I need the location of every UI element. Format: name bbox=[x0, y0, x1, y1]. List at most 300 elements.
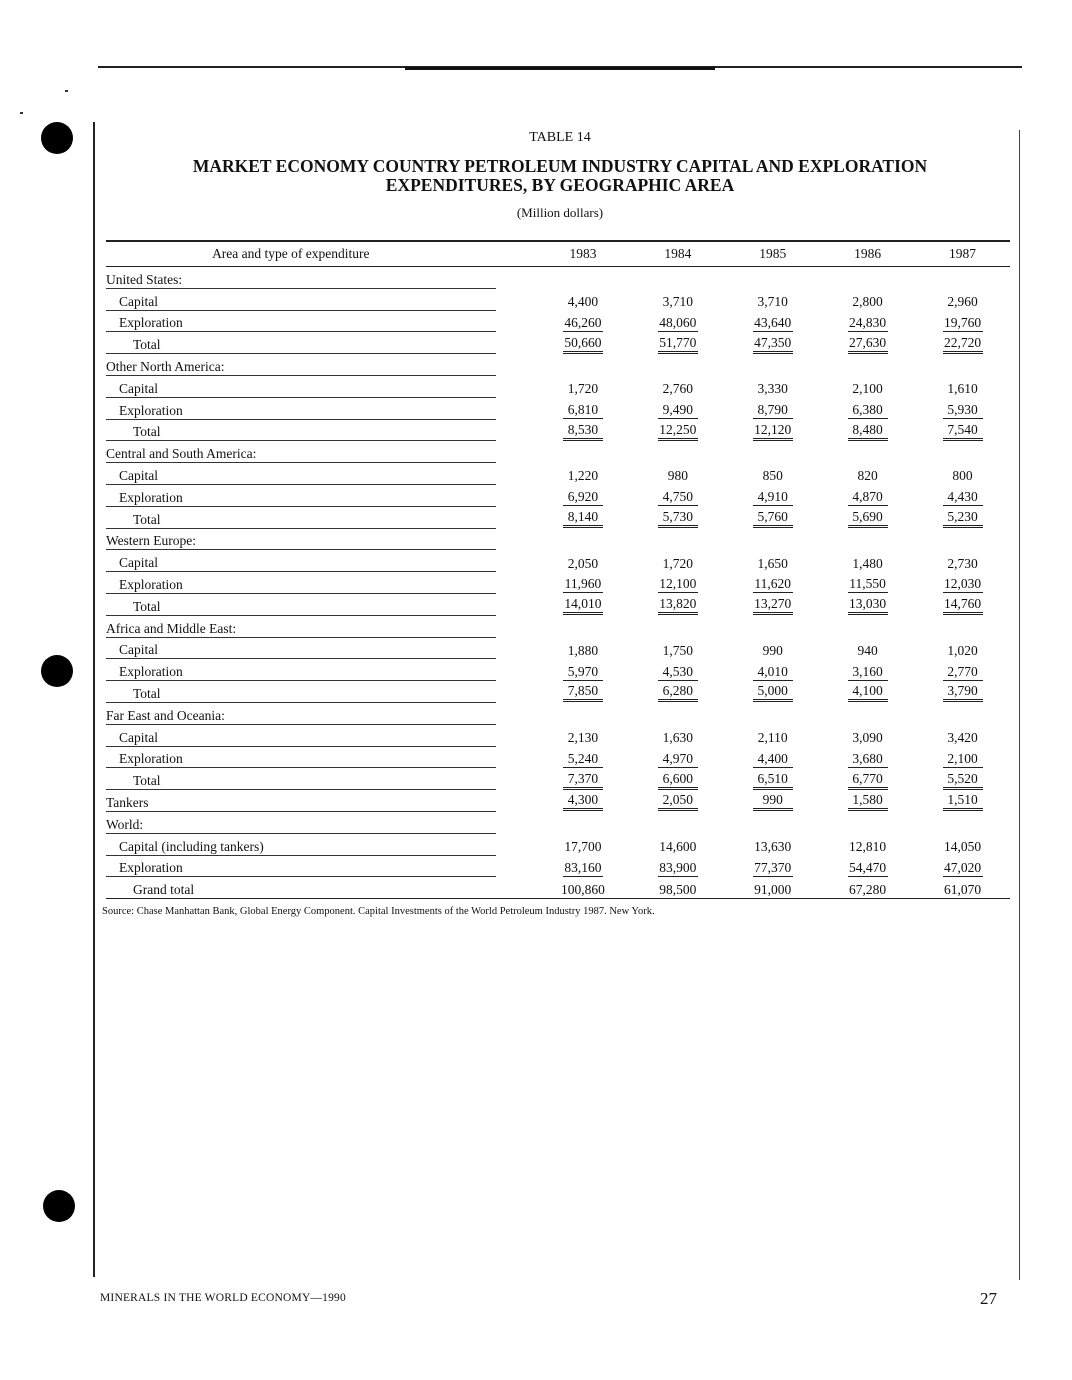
cell-value: 11,960 bbox=[564, 576, 602, 592]
value-cell bbox=[820, 615, 915, 637]
gap-cell bbox=[496, 528, 536, 550]
value-cell bbox=[535, 572, 630, 594]
row-label: United States: bbox=[106, 267, 496, 289]
cell-value: 1,580 bbox=[848, 792, 888, 811]
cell-value: 46,260 bbox=[564, 314, 602, 330]
value-cell bbox=[535, 790, 630, 812]
value-cell bbox=[725, 354, 820, 376]
row-label: Capital bbox=[106, 724, 496, 746]
value-cell bbox=[725, 593, 820, 615]
gap-cell bbox=[496, 310, 536, 332]
value-cell bbox=[630, 681, 725, 703]
cell-value: 5,930 bbox=[943, 402, 983, 419]
value-cell bbox=[725, 572, 820, 594]
column-header-year: 1986 bbox=[820, 241, 915, 267]
cell-value: 8,530 bbox=[563, 422, 603, 441]
cell-value: 4,530 bbox=[658, 664, 698, 681]
section-row bbox=[106, 615, 1010, 637]
table-row bbox=[106, 637, 1010, 659]
row-label: Exploration bbox=[106, 855, 496, 877]
value-cell bbox=[535, 528, 630, 550]
cell-value: 9,490 bbox=[658, 402, 698, 419]
value-cell bbox=[630, 506, 725, 528]
page-number: 27 bbox=[980, 1289, 997, 1308]
gap-cell bbox=[496, 637, 536, 659]
cell-value: 1,720 bbox=[567, 381, 599, 397]
value-cell bbox=[630, 267, 725, 289]
table-row bbox=[106, 746, 1010, 768]
cell-value: 19,760 bbox=[943, 314, 982, 330]
table-title-line-2: EXPENDITURES, BY GEOGRAPHIC AREA bbox=[385, 175, 735, 195]
cell-value: 5,240 bbox=[563, 751, 603, 768]
source-note: Source: Chase Manhattan Bank, Global Energy Component. Capital Investments of the World Petroleum Industry 1987. New York. bbox=[102, 906, 655, 917]
cell-value: 24,830 bbox=[849, 314, 887, 330]
value-cell bbox=[535, 267, 630, 289]
value-cell bbox=[725, 855, 820, 877]
value-cell bbox=[820, 441, 915, 463]
cell-value: 2,130 bbox=[567, 730, 599, 746]
cell-value: 4,750 bbox=[658, 489, 698, 506]
value-cell bbox=[915, 354, 1010, 376]
value-cell bbox=[725, 659, 820, 681]
value-cell bbox=[630, 790, 725, 812]
cell-value: 5,000 bbox=[753, 683, 793, 702]
cell-value: 43,640 bbox=[754, 314, 792, 330]
table-body bbox=[106, 267, 1010, 899]
value-cell bbox=[725, 332, 820, 354]
row-label: Exploration bbox=[106, 397, 496, 419]
value-cell bbox=[630, 702, 725, 724]
value-cell bbox=[915, 528, 1010, 550]
value-cell bbox=[820, 354, 915, 376]
value-cell bbox=[915, 833, 1010, 855]
gap-cell bbox=[496, 288, 536, 310]
cell-value: 13,820 bbox=[658, 596, 698, 615]
cell-value: 13,030 bbox=[848, 596, 888, 615]
table-row bbox=[106, 506, 1010, 528]
value-cell bbox=[630, 550, 725, 572]
table-row bbox=[106, 397, 1010, 419]
gap-cell bbox=[496, 332, 536, 354]
value-cell bbox=[725, 484, 820, 506]
gap-cell bbox=[496, 354, 536, 376]
value-cell bbox=[535, 659, 630, 681]
value-cell bbox=[725, 550, 820, 572]
value-cell bbox=[535, 375, 630, 397]
value-cell bbox=[535, 463, 630, 485]
value-cell bbox=[915, 419, 1010, 441]
cell-value: 6,810 bbox=[563, 402, 603, 419]
cell-value: 800 bbox=[952, 468, 973, 484]
value-cell bbox=[820, 811, 915, 833]
value-cell bbox=[630, 615, 725, 637]
cell-value: 22,720 bbox=[943, 335, 983, 354]
value-cell bbox=[725, 702, 820, 724]
value-cell bbox=[535, 332, 630, 354]
value-cell bbox=[820, 310, 915, 332]
value-cell bbox=[630, 484, 725, 506]
cell-value: 54,470 bbox=[849, 859, 887, 875]
value-cell bbox=[820, 397, 915, 419]
cell-value: 2,800 bbox=[852, 294, 883, 310]
row-label: Capital bbox=[106, 463, 496, 485]
cell-value: 2,050 bbox=[658, 792, 698, 811]
cell-value: 4,870 bbox=[848, 489, 888, 506]
table-title-line-1: MARKET ECONOMY COUNTRY PETROLEUM INDUSTRY CAPITAL AND EXPLORATION bbox=[192, 156, 928, 176]
value-cell bbox=[820, 768, 915, 790]
value-cell bbox=[915, 463, 1010, 485]
value-cell bbox=[630, 463, 725, 485]
cell-value: 83,900 bbox=[659, 859, 697, 875]
value-cell bbox=[535, 506, 630, 528]
value-cell bbox=[725, 746, 820, 768]
cell-value: 4,430 bbox=[943, 489, 983, 506]
cell-value: 990 bbox=[762, 642, 783, 658]
left-margin-line bbox=[93, 122, 95, 1277]
cell-value: 5,760 bbox=[753, 509, 793, 528]
table-row bbox=[106, 288, 1010, 310]
value-cell bbox=[820, 463, 915, 485]
row-label: Exploration bbox=[106, 659, 496, 681]
gap-cell bbox=[496, 811, 536, 833]
value-cell bbox=[725, 463, 820, 485]
gap-cell bbox=[496, 768, 536, 790]
cell-value: 14,010 bbox=[563, 596, 603, 615]
table-row bbox=[106, 593, 1010, 615]
value-cell bbox=[725, 397, 820, 419]
row-label: Capital bbox=[106, 550, 496, 572]
value-cell bbox=[915, 572, 1010, 594]
cell-value: 940 bbox=[857, 642, 878, 658]
cell-value: 3,420 bbox=[947, 730, 978, 746]
value-cell bbox=[725, 310, 820, 332]
cell-value: 1,880 bbox=[567, 642, 599, 658]
value-cell bbox=[725, 506, 820, 528]
column-header-year: 1985 bbox=[725, 241, 820, 267]
cell-value: 14,600 bbox=[659, 839, 697, 855]
table-row bbox=[106, 681, 1010, 703]
value-cell bbox=[820, 746, 915, 768]
value-cell bbox=[535, 746, 630, 768]
cell-value: 2,050 bbox=[567, 555, 599, 571]
gap-cell bbox=[496, 855, 536, 877]
value-cell bbox=[535, 768, 630, 790]
value-cell bbox=[820, 572, 915, 594]
value-cell bbox=[535, 419, 630, 441]
cell-value: 13,630 bbox=[754, 839, 792, 855]
table-row bbox=[106, 768, 1010, 790]
value-cell bbox=[535, 702, 630, 724]
value-cell bbox=[630, 593, 725, 615]
value-cell bbox=[820, 419, 915, 441]
row-label: Exploration bbox=[106, 746, 496, 768]
cell-value: 17,700 bbox=[564, 839, 602, 855]
value-cell bbox=[630, 528, 725, 550]
cell-value: 100,860 bbox=[561, 882, 605, 898]
row-label: World: bbox=[106, 811, 496, 833]
cell-value: 77,370 bbox=[754, 859, 792, 875]
value-cell bbox=[820, 593, 915, 615]
value-cell bbox=[535, 615, 630, 637]
column-header-year: 1984 bbox=[630, 241, 725, 267]
value-cell bbox=[820, 659, 915, 681]
cell-value: 98,500 bbox=[659, 882, 697, 898]
value-cell bbox=[820, 637, 915, 659]
row-label: Central and South America: bbox=[106, 441, 496, 463]
table-row bbox=[106, 419, 1010, 441]
value-cell bbox=[630, 833, 725, 855]
value-cell bbox=[915, 593, 1010, 615]
table-title bbox=[0, 157, 1072, 195]
cell-value: 8,790 bbox=[753, 402, 793, 419]
cell-value: 6,280 bbox=[658, 683, 698, 702]
cell-value: 12,250 bbox=[658, 422, 698, 441]
cell-value: 1,720 bbox=[662, 555, 694, 571]
table-row bbox=[106, 659, 1010, 681]
gap-cell bbox=[496, 681, 536, 703]
value-cell bbox=[535, 441, 630, 463]
value-cell bbox=[725, 615, 820, 637]
table-row bbox=[106, 463, 1010, 485]
gap-cell bbox=[496, 419, 536, 441]
row-label: Total bbox=[106, 332, 496, 354]
gap-cell bbox=[496, 267, 536, 289]
table-row bbox=[106, 833, 1010, 855]
gap-cell bbox=[496, 441, 536, 463]
section-row bbox=[106, 267, 1010, 289]
row-label: Exploration bbox=[106, 484, 496, 506]
cell-value: 5,690 bbox=[848, 509, 888, 528]
footer-publication: MINERALS IN THE WORLD ECONOMY—1990 bbox=[100, 1292, 346, 1304]
gap-cell bbox=[496, 702, 536, 724]
value-cell bbox=[630, 637, 725, 659]
value-cell bbox=[535, 811, 630, 833]
value-cell bbox=[725, 681, 820, 703]
value-cell bbox=[915, 441, 1010, 463]
gap-cell bbox=[496, 615, 536, 637]
row-label: Far East and Oceania: bbox=[106, 702, 496, 724]
binder-hole-bottom bbox=[43, 1190, 75, 1222]
value-cell bbox=[535, 550, 630, 572]
section-row bbox=[106, 702, 1010, 724]
cell-value: 4,910 bbox=[753, 489, 793, 506]
value-cell bbox=[535, 681, 630, 703]
row-label: Other North America: bbox=[106, 354, 496, 376]
cell-value: 7,540 bbox=[943, 422, 983, 441]
cell-value: 990 bbox=[753, 792, 793, 811]
cell-value: 14,050 bbox=[943, 839, 982, 855]
row-label: Capital bbox=[106, 288, 496, 310]
cell-value: 2,960 bbox=[947, 294, 978, 310]
value-cell bbox=[915, 659, 1010, 681]
row-label: Africa and Middle East: bbox=[106, 615, 496, 637]
gap-cell bbox=[496, 572, 536, 594]
value-cell bbox=[535, 855, 630, 877]
value-cell bbox=[630, 354, 725, 376]
value-cell bbox=[915, 768, 1010, 790]
gap-cell bbox=[496, 463, 536, 485]
table-units: (Million dollars) bbox=[516, 205, 604, 220]
cell-value: 8,480 bbox=[848, 422, 888, 441]
value-cell bbox=[820, 528, 915, 550]
value-cell bbox=[630, 855, 725, 877]
value-cell bbox=[630, 811, 725, 833]
value-cell bbox=[630, 768, 725, 790]
column-header-gap bbox=[496, 241, 536, 267]
cell-value: 51,770 bbox=[658, 335, 698, 354]
row-label: Total bbox=[106, 768, 496, 790]
value-cell bbox=[535, 288, 630, 310]
cell-value: 2,110 bbox=[757, 730, 788, 746]
cell-value: 2,770 bbox=[943, 664, 983, 681]
value-cell bbox=[915, 310, 1010, 332]
value-cell bbox=[915, 811, 1010, 833]
cell-value: 11,620 bbox=[754, 576, 792, 592]
value-cell bbox=[915, 288, 1010, 310]
value-cell bbox=[915, 877, 1010, 899]
value-cell bbox=[535, 877, 630, 899]
value-cell bbox=[820, 288, 915, 310]
value-cell bbox=[915, 615, 1010, 637]
row-label: Total bbox=[106, 681, 496, 703]
cell-value: 6,600 bbox=[658, 771, 698, 790]
gap-cell bbox=[496, 877, 536, 899]
cell-value: 3,160 bbox=[848, 664, 888, 681]
value-cell bbox=[820, 833, 915, 855]
cell-value: 3,790 bbox=[943, 683, 983, 702]
value-cell bbox=[820, 267, 915, 289]
value-cell bbox=[725, 637, 820, 659]
row-label: Capital (including tankers) bbox=[106, 833, 496, 855]
grand-total-row bbox=[106, 877, 1010, 899]
value-cell bbox=[630, 724, 725, 746]
table-row bbox=[106, 484, 1010, 506]
cell-value: 83,160 bbox=[564, 859, 602, 875]
value-cell bbox=[820, 790, 915, 812]
value-cell bbox=[725, 288, 820, 310]
cell-value: 6,380 bbox=[848, 402, 888, 419]
cell-value: 4,400 bbox=[567, 294, 599, 310]
gap-cell bbox=[496, 397, 536, 419]
cell-value: 3,330 bbox=[757, 381, 788, 397]
value-cell bbox=[725, 528, 820, 550]
row-label: Tankers bbox=[106, 790, 496, 812]
gap-cell bbox=[496, 593, 536, 615]
row-label: Total bbox=[106, 419, 496, 441]
value-cell bbox=[630, 397, 725, 419]
cell-value: 12,120 bbox=[753, 422, 793, 441]
value-cell bbox=[630, 572, 725, 594]
cell-value: 1,220 bbox=[567, 468, 599, 484]
row-label: Exploration bbox=[106, 310, 496, 332]
value-cell bbox=[535, 397, 630, 419]
cell-value: 850 bbox=[762, 468, 783, 484]
top-rule-accent bbox=[405, 67, 715, 70]
cell-value: 5,730 bbox=[658, 509, 698, 528]
table-row bbox=[106, 310, 1010, 332]
cell-value: 8,140 bbox=[563, 509, 603, 528]
value-cell bbox=[915, 484, 1010, 506]
cell-value: 12,100 bbox=[659, 576, 697, 592]
value-cell bbox=[915, 790, 1010, 812]
table-row bbox=[106, 572, 1010, 594]
cell-value: 12,030 bbox=[943, 576, 982, 592]
cell-value: 6,920 bbox=[563, 489, 603, 506]
cell-value: 5,970 bbox=[563, 664, 603, 681]
value-cell bbox=[630, 288, 725, 310]
cell-value: 4,970 bbox=[658, 751, 698, 768]
value-cell bbox=[630, 310, 725, 332]
value-cell bbox=[630, 746, 725, 768]
row-label: Exploration bbox=[106, 572, 496, 594]
value-cell bbox=[535, 637, 630, 659]
value-cell bbox=[725, 724, 820, 746]
gap-cell bbox=[496, 790, 536, 812]
value-cell bbox=[630, 332, 725, 354]
value-cell bbox=[820, 724, 915, 746]
cell-value: 67,280 bbox=[849, 882, 887, 898]
cell-value: 2,100 bbox=[943, 751, 983, 768]
table-row bbox=[106, 724, 1010, 746]
value-cell bbox=[535, 593, 630, 615]
cell-value: 4,300 bbox=[563, 792, 603, 811]
cell-value: 820 bbox=[857, 468, 878, 484]
value-cell bbox=[535, 354, 630, 376]
value-cell bbox=[820, 681, 915, 703]
value-cell bbox=[535, 310, 630, 332]
cell-value: 12,810 bbox=[849, 839, 887, 855]
cell-value: 1,630 bbox=[662, 730, 694, 746]
row-label: Capital bbox=[106, 637, 496, 659]
cell-value: 47,020 bbox=[943, 859, 982, 875]
cell-value: 6,510 bbox=[753, 771, 793, 790]
value-cell bbox=[820, 506, 915, 528]
value-cell bbox=[630, 419, 725, 441]
binder-hole-middle bbox=[41, 655, 73, 687]
value-cell bbox=[535, 484, 630, 506]
value-cell bbox=[630, 441, 725, 463]
cell-value: 4,400 bbox=[753, 751, 793, 768]
row-label: Total bbox=[106, 593, 496, 615]
cell-value: 4,010 bbox=[753, 664, 793, 681]
value-cell bbox=[915, 375, 1010, 397]
value-cell bbox=[820, 484, 915, 506]
cell-value: 47,350 bbox=[753, 335, 793, 354]
table-header-row bbox=[106, 241, 1010, 267]
cell-value: 14,760 bbox=[943, 596, 983, 615]
value-cell bbox=[915, 702, 1010, 724]
value-cell bbox=[535, 833, 630, 855]
section-row bbox=[106, 441, 1010, 463]
gap-cell bbox=[496, 375, 536, 397]
cell-value: 1,650 bbox=[757, 555, 788, 571]
cell-value: 50,660 bbox=[563, 335, 603, 354]
row-label: Total bbox=[106, 506, 496, 528]
value-cell bbox=[820, 375, 915, 397]
gap-cell bbox=[496, 659, 536, 681]
cell-value: 13,270 bbox=[753, 596, 793, 615]
cell-value: 61,070 bbox=[943, 882, 982, 898]
section-row bbox=[106, 354, 1010, 376]
cell-value: 5,230 bbox=[943, 509, 983, 528]
gap-cell bbox=[496, 506, 536, 528]
scan-speck bbox=[65, 90, 68, 92]
cell-value: 1,510 bbox=[943, 792, 983, 811]
cell-value: 91,000 bbox=[754, 882, 792, 898]
value-cell bbox=[820, 550, 915, 572]
column-header-year: 1987 bbox=[915, 241, 1010, 267]
value-cell bbox=[725, 833, 820, 855]
